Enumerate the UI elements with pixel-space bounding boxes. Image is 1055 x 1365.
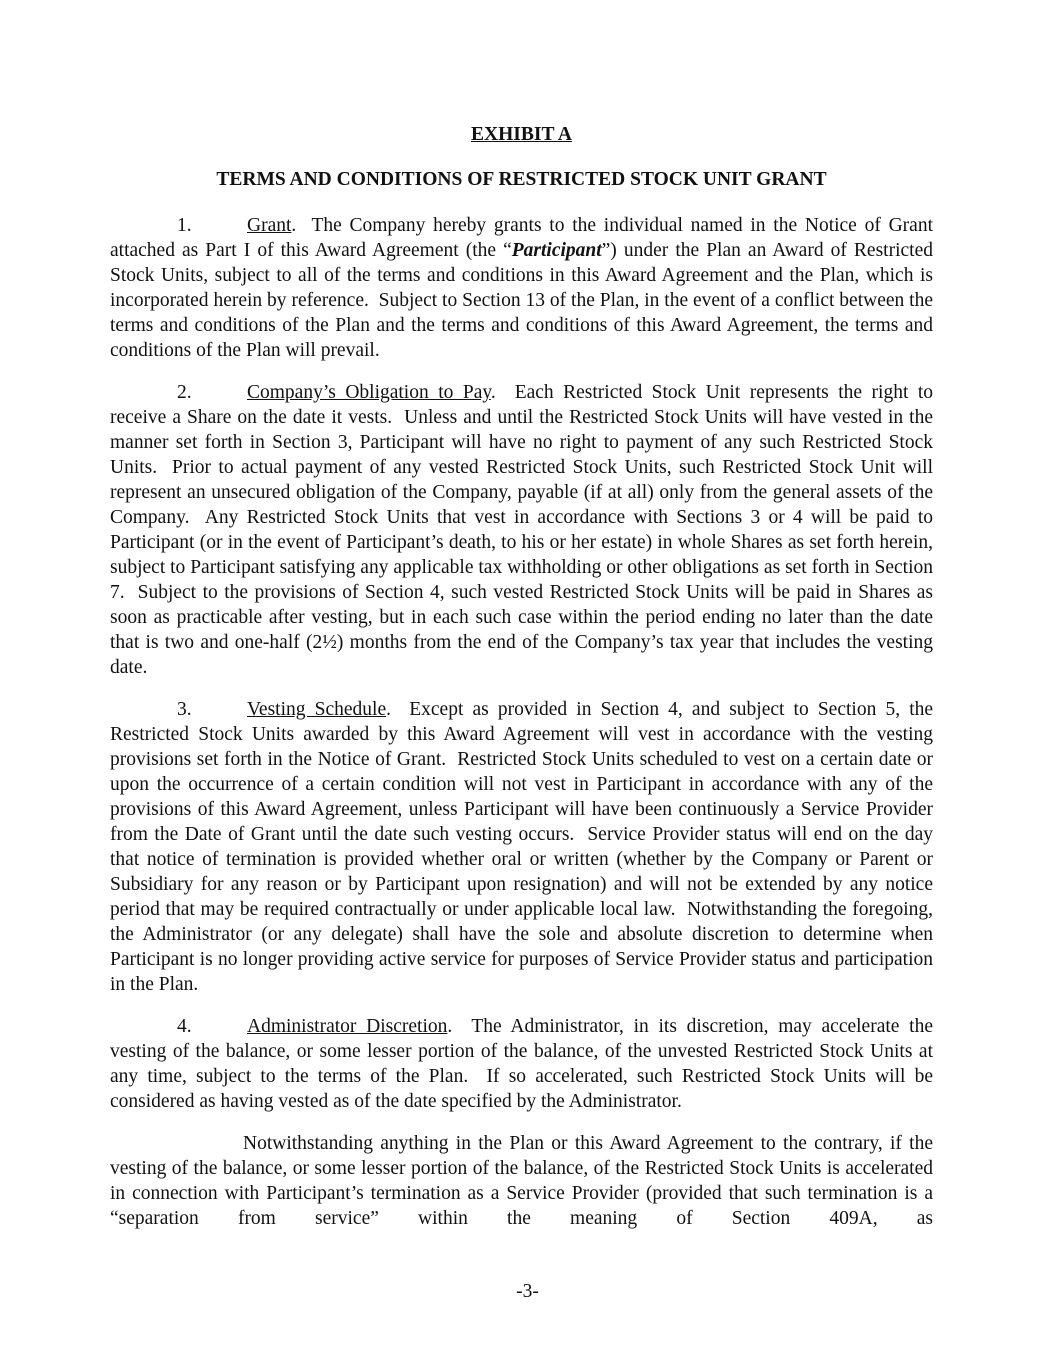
paragraph: Notwithstanding anything in the Plan or this Award Agreement to the contrary, if the vesting of the balance, or some lesser portion of the balance, of the Restricted Stock Units is accelerated in connection with Participant’s termination as a Service Provider (provided that such termination is a “separation from service” within the meaning of Section 409A, as <box>110 1133 933 1229</box>
paragraph-heading: Vesting Schedule <box>247 699 387 720</box>
paragraph-number: 4. <box>177 1016 192 1037</box>
paragraph-heading: Company’s Obligation to Pay <box>247 382 491 403</box>
paragraph-number: 3. <box>177 699 192 720</box>
paragraph: 3. Vesting Schedule. Except as provided in Section 4, and subject to Section 5, the Restricted Stock Units awarded by this Award Agreement will vest in accordance with the vesting provisions set forth in the Notice of Grant. Restricted Stock Units scheduled to vest on a certain date or upon the occurrence of a certain condition will not vest in Participant in accordance with any of the provisions of this Award Agreement, unless Participant will have been continuously a Service Provider from the Date of Grant until the date such vesting occurs. Service Provider status will end on the day that notice of termination is provided whether oral or written (whether by the Company or Parent or Subsidiary for any reason or by Participant upon resignation) and will not be extended by any notice period that may be required contractually or under applicable local law. Notwithstanding the foregoing, the Administrator (or any delegate) shall have the sole and absolute discretion to determine when Participant is no longer providing active service for purposes of Service Provider status and participation in the Plan. <box>110 699 934 995</box>
paragraph-heading: Administrator Discretion <box>247 1016 448 1037</box>
paragraph: 1. Grant. The Company hereby grants to the individual named in the Notice of Grant attached as Part I of this Award Agreement (the “Participant”) under the Plan an Award of Restricted Stock Units, subject to all of the terms and conditions in this Award Agreement and the Plan, which is incorporated herein by reference. Subject to Section 13 of the Plan, in the event of a conflict between the terms and conditions of the Plan and the terms and conditions of this Award Agreement, the terms and conditions of the Plan will prevail. <box>110 215 933 361</box>
paragraph: 4. Administrator Discretion. The Administrator, in its discretion, may accelerate the vesting of the balance, or some lesser portion of the balance, of the unvested Restricted Stock Units at any time, subject to the terms of the Plan. If so accelerated, such Restricted Stock Units will be considered as having vested as of the date specified by the Administrator. <box>110 1016 933 1112</box>
paragraph-number: 1. <box>177 215 192 236</box>
document-body <box>110 213 933 1231</box>
document-title: TERMS AND CONDITIONS OF RESTRICTED STOCK UNIT GRANT <box>216 169 827 190</box>
emphasized-text: Participant <box>511 240 602 261</box>
paragraph-number: 2. <box>177 382 192 403</box>
exhibit-title: EXHIBIT A <box>471 124 572 145</box>
page-number: -3- <box>516 1281 539 1302</box>
paragraph: 2. Company’s Obligation to Pay. Each Restricted Stock Unit represents the right to receive a Share on the date it vests. Unless and until the Restricted Stock Units will have vested in the manner set forth in Section 3, Participant will have no right to payment of any such Restricted Stock Units. Prior to actual payment of any vested Restricted Stock Units, such Restricted Stock Unit will represent an unsecured obligation of the Company, payable (if at all) only from the general assets of the Company. Any Restricted Stock Units that vest in accordance with Sections 3 or 4 will be paid to Participant (or in the event of Participant’s death, to his or her estate) in whole Shares as set forth herein, subject to Participant satisfying any applicable tax withholding or other obligations as set forth in Section 7. Subject to the provisions of Section 4, such vested Restricted Stock Units will be paid in Shares as soon as practicable after vesting, but in each such case within the period ending no later than the date that is two and one-half (2½) months from the end of the Company’s tax year that includes the vesting date. <box>110 382 934 678</box>
paragraph-heading: Grant <box>247 215 292 236</box>
